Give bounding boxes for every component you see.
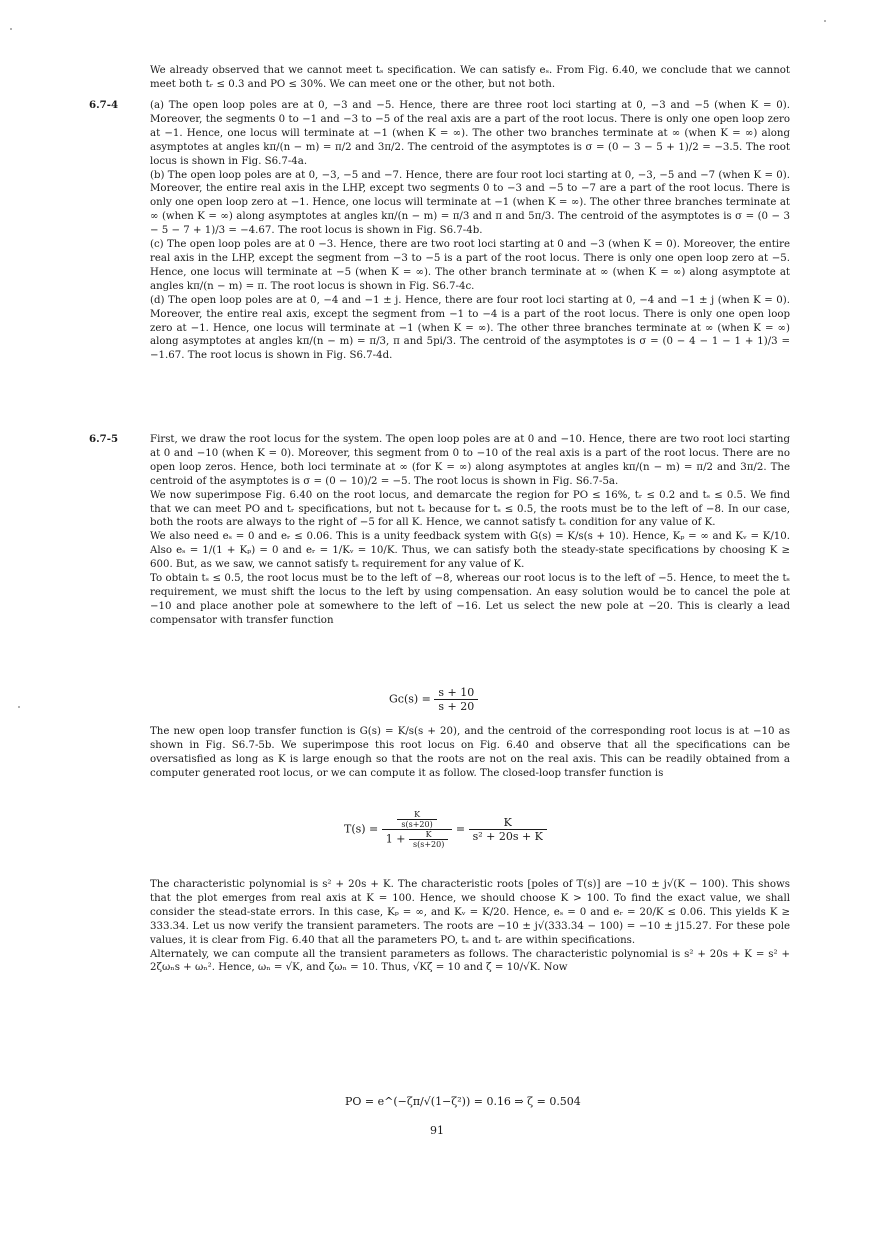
inner-numerator: K	[409, 830, 448, 840]
fraction-numerator: s + 10	[434, 686, 478, 700]
inner-denominator: s(s+20)	[401, 820, 433, 829]
inner-fraction	[409, 830, 448, 849]
equation-compound-fraction	[382, 810, 453, 849]
paragraph: We also need eₛ = 0 and eᵣ ≤ 0.06. This is a unity feedback system with G(s) = K/s(s + 10). Hence, Kₚ = ∞ and Kᵥ = K/10. Also eₛ = 1/(1 + Kₚ) = 0 and eᵣ = 1/Kᵥ = 10/K. Thus, we can satisfy both the steady-state specifications by choosing K ≥ 600. But, as we saw, we cannot satisfy tₛ requirement for any value of K.	[150, 531, 790, 571]
fraction-denominator: s + 20	[438, 700, 475, 713]
problem-6-7-4-body	[150, 99, 790, 363]
problem-6-7-5-body-b	[150, 725, 790, 781]
fraction-denominator	[382, 830, 453, 849]
fraction-denominator: s² + 20s + K	[472, 830, 543, 843]
equation-lhs: T(s) =	[344, 822, 379, 836]
part-d: (d) The open loop poles are at 0, −4 and −1 ± j. Hence, there are four root loci starting at 0, −4 and −1 ± j (when K = 0). Moreover, the entire real axis, except the segment from −1 to −4 is a part of the root locus. There is only one open loop zero at −1. Hence, one locus will terminate at −1 (when K = ∞). The other three branches terminate at ∞ (when K = ∞) along asymptotes at angles kπ/(n − m) = π/3, π and 5pi/3. The centroid of the asymptotes is σ = (0 − 4 − 1 − 1 + 1)/3 = −1.67. The root locus is shown in Fig. S6.7-4d.	[150, 294, 790, 362]
equation-gc	[389, 686, 478, 713]
intro-paragraph	[150, 64, 790, 92]
denominator-prefix: 1 +	[385, 832, 406, 846]
scan-speck	[18, 706, 20, 708]
page-number: 91	[430, 1124, 444, 1137]
inner-fraction	[397, 810, 436, 829]
paragraph: We now superimpose Fig. 6.40 on the root locus, and demarcate the region for PO ≤ 16%, tᵣ ≤ 0.2 and tₛ ≤ 0.5. We find that we can meet PO and tᵣ specifications, but not tₛ because for tₛ ≤ 0.5, the roots must be to the left of −8. In our case, both the roots are always to the right of −5 for all K. Hence, we cannot satisfy tₛ condition for any value of K.	[150, 489, 790, 529]
problem-6-7-5-body-c	[150, 878, 790, 975]
equation-lhs: Gᴄ(s) =	[389, 692, 431, 706]
equation-ts	[344, 810, 547, 849]
problem-number-6-7-5: 6.7-5	[89, 433, 119, 445]
equation-fraction	[434, 686, 478, 713]
fraction-numerator	[382, 810, 453, 830]
paragraph: Alternately, we can compute all the transient parameters as follows. The characteristic polynomial is s² + 20s + K = s² + 2ζωₙs + ωₙ². Hence, ωₙ = √K, and ζωₙ = 10. Thus, √Kζ = 10 and ζ = 10/√K. Now	[150, 948, 790, 974]
intro-text: We already observed that we cannot meet tₛ specification. We can satisfy eₛ. From Fig. 6.40, we conclude that we cannot meet both tᵣ ≤ 0.3 and PO ≤ 30%. We can meet one or the other, but not both.	[150, 65, 790, 90]
paragraph: The new open loop transfer function is G(s) = K/s(s + 20), and the centroid of the corresponding root locus is at −10 as shown in Fig. S6.7-5b. We superimpose this root locus on Fig. 6.40 and observe that all the specifications can be oversatisfied as long as K is large enough so that the roots are not on the real axis. This can be readily obtained from a computer generated root locus, or we can compute it as follow. The closed-loop transfer function is	[150, 726, 790, 779]
fraction-numerator: K	[469, 816, 547, 830]
paragraph: To obtain tₛ ≤ 0.5, the root locus must be to the left of −8, whereas our root locus is to the left of −5. Hence, to meet the tₛ requirement, we must shift the locus to the left by using compensation. An easy solution would be to cancel the pole at −10 and place another pole at somewhere to the left of −16. Let us select the new pole at −20. This is clearly a lead compensator with transfer function	[150, 573, 790, 626]
problem-number-6-7-4: 6.7-4	[89, 99, 119, 111]
equals-sign: =	[455, 822, 466, 836]
inner-numerator: K	[397, 810, 436, 820]
paragraph: The characteristic polynomial is s² + 20s + K. The characteristic roots [poles of T(s)] are −10 ± j√(K − 100). This shows that the plot emerges from real axis at K = 100. Hence, we should choose K > 100. To find the exact value, we shall consider the stead-state errors. In this case, Kₚ = ∞, and Kᵥ = K/20. Hence, eₛ = 0 and eᵣ = 20/K ≤ 0.06. This yields K ≥ 333.34. Let us now verify the transient parameters. The roots are −10 ± j√(333.34 − 100) = −10 ± j15.27. For these pole values, it is clear from Fig. 6.40 that all the parameters PO, tₛ and tᵣ are within specifications.	[150, 879, 790, 946]
problem-6-7-5-body-a	[150, 433, 790, 628]
inner-denominator: s(s+20)	[413, 840, 445, 849]
scan-speck	[824, 20, 826, 22]
equation-rhs-fraction	[469, 816, 547, 843]
part-c: (c) The open loop poles are at 0 −3. Hence, there are two root loci starting at 0 and −3 (when K = 0). Moreover, the entire real axis in the LHP, except the segment from −3 to −5 is a part of the root locus. There is only one open loop zero at −5. Hence, one locus will terminate at −5 (when K = ∞). The other branch terminate at ∞ (when K = ∞) along asymptote at angles kπ/(n − m) = π. The root locus is shown in Fig. S6.7-4c.	[150, 239, 790, 292]
part-a: (a) The open loop poles are at 0, −3 and −5. Hence, there are three root loci starting at 0, −3 and −5 (when K = 0). Moreover, the segments 0 to −1 and −3 to −5 of the real axis are a part of the root locus. There is only one open loop zero at −1. Hence, one locus will terminate at −1 (when K = ∞). The other two branches terminate at ∞ (when K = ∞) along asymptotes at angles kπ/(n − m) = π/2 and 3π/2. The centroid of the asymptotes is σ = (0 − 3 − 5 + 1)/2 = −3.5. The root locus is shown in Fig. S6.7-4a.	[150, 100, 790, 167]
paragraph: First, we draw the root locus for the system. The open loop poles are at 0 and −10. Hence, there are two root loci starting at 0 and −10 (when K = 0). Moreover, this segment from 0 to −10 of the real axis is a part of the root locus. There are no open loop zeros. Hence, both loci terminate at ∞ (for K = ∞) along asymptotes at angles kπ/(n − m) = π/2 and 3π/2. The centroid of the asymptotes is σ = (0 − 10)/2 = −5. The root locus is shown in Fig. S6.7-5a.	[150, 434, 790, 487]
equation-po: PO = e^(−ζπ/√(1−ζ²)) = 0.16 ⇒ ζ = 0.504	[345, 1095, 581, 1108]
scan-speck	[10, 28, 12, 30]
part-b: (b) The open loop poles are at 0, −3, −5 and −7. Hence, there are four root loci starting at 0, −3, −5 and −7 (when K = 0). Moreover, the entire real axis in the LHP, except two segments 0 to −3 and −5 to −7 are a part of the root locus. There is only one open loop zero at −1. Hence, one locus will terminate at −1 (when K = ∞). The other three branches terminate at ∞ (when K = ∞) along asymptotes at angles kπ/(n − m) = π/3 and π and 5π/3. The centroid of the asymptotes is σ = (0 − 3 − 5 − 7 + 1)/3 = −4.67. The root locus is shown in Fig. S6.7-4b.	[150, 169, 790, 237]
